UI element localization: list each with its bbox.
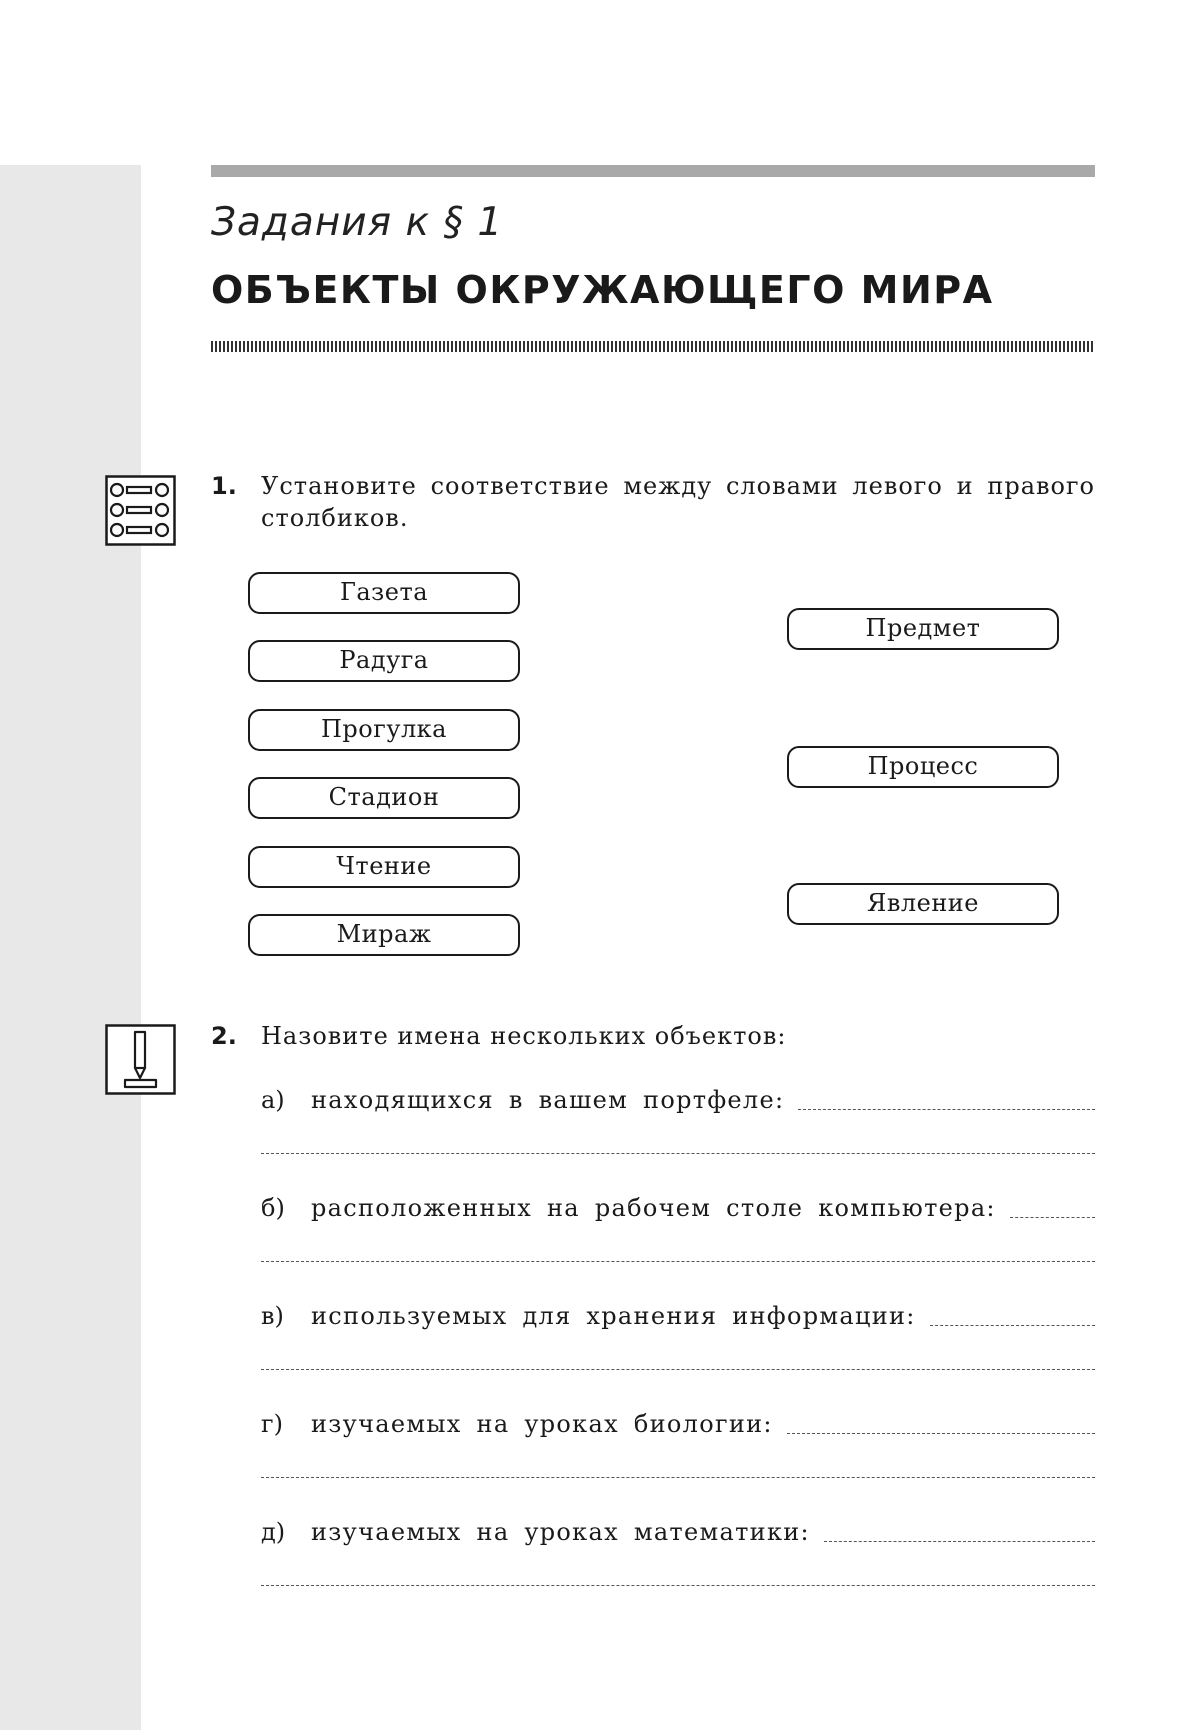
item-prompt: изучаемых на уроках биологии:: [311, 1410, 773, 1438]
item-letter: д): [261, 1518, 286, 1546]
answer-item: [261, 1514, 1095, 1548]
category-card[interactable]: Предмет: [787, 608, 1059, 650]
word-card[interactable]: Газета: [248, 572, 520, 614]
task-instruction: Установите соответствие между словами левого и правого столбиков.: [261, 472, 1095, 532]
answer-field[interactable]: [1010, 1216, 1095, 1218]
item-letter: б): [261, 1194, 285, 1222]
task-number: 2.: [211, 1022, 237, 1050]
item-prompt: расположенных на рабочем столе компьютера:: [311, 1194, 996, 1222]
writing-task-icon: [105, 1024, 176, 1095]
answer-field[interactable]: [798, 1108, 1095, 1110]
word-card[interactable]: Радуга: [248, 640, 520, 682]
answer-line[interactable]: [261, 1153, 1095, 1154]
item-letter: а): [261, 1086, 285, 1114]
answer-item: [261, 1190, 1095, 1224]
word-card[interactable]: Мираж: [248, 914, 520, 956]
title-divider: [211, 341, 1095, 352]
answer-field[interactable]: [930, 1324, 1095, 1326]
answer-item: [261, 1406, 1095, 1440]
answer-field[interactable]: [787, 1432, 1095, 1434]
word-card[interactable]: Прогулка: [248, 709, 520, 751]
answer-line[interactable]: [261, 1369, 1095, 1370]
category-card[interactable]: Явление: [787, 883, 1059, 925]
category-card[interactable]: Процесс: [787, 746, 1059, 788]
item-prompt: используемых для хранения информации:: [311, 1302, 916, 1330]
item-prompt: изучаемых на уроках математики:: [311, 1518, 810, 1546]
item-letter: г): [261, 1410, 283, 1438]
section-subtitle: Задания к § 1: [211, 200, 504, 245]
word-card[interactable]: Стадион: [248, 777, 520, 819]
answer-field[interactable]: [824, 1540, 1095, 1542]
word-card[interactable]: Чтение: [248, 846, 520, 888]
section-title: ОБЪЕКТЫ ОКРУЖАЮЩЕГО МИРА: [211, 268, 994, 312]
task-number: 1.: [211, 472, 237, 500]
matching-task-icon: [105, 475, 176, 546]
page-margin-strip: [0, 165, 141, 1730]
answer-item: [261, 1082, 1095, 1116]
answer-line[interactable]: [261, 1261, 1095, 1262]
answer-item: [261, 1298, 1095, 1332]
item-prompt: находящихся в вашем портфеле:: [311, 1086, 785, 1114]
header-bar: [211, 165, 1095, 177]
answer-line[interactable]: [261, 1585, 1095, 1586]
task-instruction: Назовите имена нескольких объектов:: [261, 1022, 787, 1050]
item-letter: в): [261, 1302, 284, 1330]
answer-line[interactable]: [261, 1477, 1095, 1478]
